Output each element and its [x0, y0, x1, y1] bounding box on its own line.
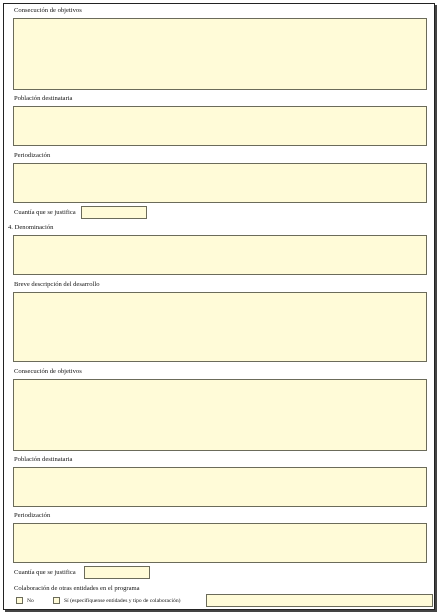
yes-option-label: Sí (especifíquense entidades y tipo de colaboración): [64, 598, 181, 604]
periodicity-field[interactable]: [13, 163, 427, 203]
population-label-2: Población destinataria: [14, 456, 73, 463]
denomination-label: 4. Denominación: [8, 224, 54, 231]
no-checkbox[interactable]: [16, 597, 23, 604]
description-field[interactable]: [13, 292, 427, 362]
objectives-field[interactable]: [13, 18, 427, 90]
denomination-field[interactable]: [13, 235, 427, 275]
objectives-label-2: Consecución de objetivos: [14, 368, 82, 375]
population-field[interactable]: [13, 106, 427, 146]
periodicity-field-2[interactable]: [13, 523, 427, 563]
description-label: Breve descripción del desarrollo: [14, 281, 100, 288]
amount-field[interactable]: [81, 206, 147, 219]
periodicity-label-2: Periodización: [14, 512, 51, 519]
periodicity-label: Periodización: [14, 152, 51, 159]
objectives-field-2[interactable]: [13, 379, 427, 451]
collaboration-details-field[interactable]: [206, 594, 433, 607]
amount-field-2[interactable]: [84, 566, 150, 579]
yes-checkbox[interactable]: [53, 597, 60, 604]
collaboration-label: Colaboración de otras entidades en el programa: [14, 585, 140, 592]
objectives-label: Consecución de objetivos: [14, 7, 82, 14]
amount-label: Cuantía que se justifica: [14, 209, 76, 216]
no-option-label: No: [27, 598, 34, 604]
population-label: Población destinataria: [14, 95, 73, 102]
amount-label-2: Cuantía que se justifica: [14, 569, 76, 576]
population-field-2[interactable]: [13, 467, 427, 507]
